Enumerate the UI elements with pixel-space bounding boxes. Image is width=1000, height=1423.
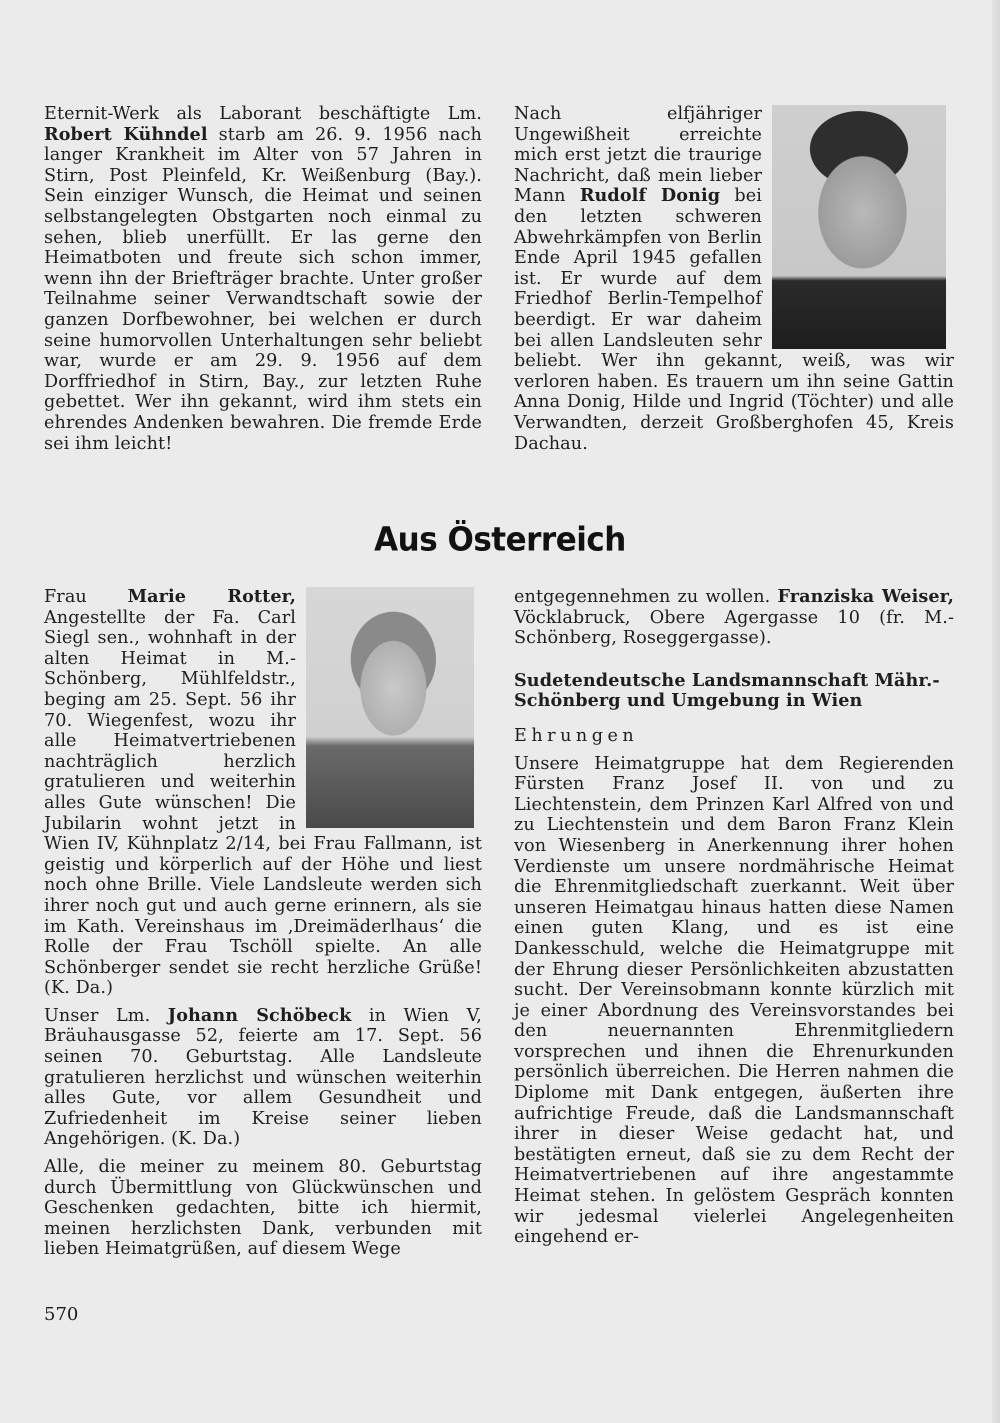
paragraph: Nach elfjähriger Ungewißheit erreichte mich erst jetzt die traurige Nachricht, daß mein lieber Mann Rudolf Donig bei den letzten schweren Abwehrkämpfen von Berlin Ende April 1945 gefallen ist. Er wurde auf dem Friedhof Berlin-Tempelhof beerdigt. Er war daheim bei allen Landsleuten sehr beliebt. Wer ihn gekannt, weiß, was wir verloren haben. Es trauern um ihn seine Gattin Anna Donig, Hilde und Ingrid (Töchter) und alle Verwandten, derzeit Großberghofen 45, Kreis Dachau. xyxy=(514,104,954,454)
austria-news-left xyxy=(44,587,482,1260)
person-name: Franziska Weiser, xyxy=(777,586,954,607)
person-name: Marie Rotter, xyxy=(127,586,296,607)
paragraph: Eternit-Werk als Laborant beschäftigte Lm. Robert Kühndel starb am 26. 9. 1956 nach langer Krankheit im Alter von 57 Jahren in Stirn, Post Pleinfeld, Kr. Weißenburg (Bay.). Sein einziger Wunsch, die Heimat und seinen selbstangelegten Obstgarten noch einmal zu sehen, blieb unerfüllt. Er las gerne den Heimatboten und freute sich schon immer, wenn ihn der Briefträger brachte. Unter großer Teilnahme seiner Verwandtschaft sowie der ganzen Dorfbewohner, bei welchen er durch seine humorvollen Unterhaltungen sehr beliebt war, wurde er am 29. 9. 1956 auf dem Dorffriedhof in Stirn, Bay., zur letzten Ruhe gebettet. Wer ihn gekannt, wird ihm stets ein ehrendes Andenken bewahren. Die fremde Erde sei ihm leicht! xyxy=(44,104,482,454)
section-headline: Aus Österreich xyxy=(374,521,626,559)
paragraph: entgegennehmen zu wollen. Franziska Weiser, Vöcklabruck, Obere Agergasse 10 (fr. M.-Schönberg, Roseggergasse). xyxy=(514,586,954,649)
paragraph: Frau Marie Rotter, Angestellte der Fa. Carl Siegl sen., wohnhaft in der alten Heimat in M.-Schönberg, Mühlfeldstr., beging am 25. Sept. 56 ihr 70. Wiegenfest, wozu ihr alle Heimatvertriebenen nachträglich herzlich gratulieren und weiterhin alles Gute wünschen! Die Jubilarin wohnt jetzt in Wien IV, Kühnplatz 2/14, bei Frau Fallmann, ist geistig und körperlich auf der Höhe und liest noch ohne Brille. Viele Landsleute werden sich ihrer noch gut und auch gerne erinnern, als sie im Kath. Vereinshaus im ‚Dreimäderlhaus‘ die Rolle der Frau Tschöll spielte. An alle Schönberger sendet sie recht herzliche Grüße! (K. Da.) xyxy=(44,586,482,999)
portrait-photo-rudolf-donig xyxy=(772,105,946,349)
paragraph: Unser Lm. Johann Schöbeck in Wien V, Bräuhausgasse 52, feierte am 17. Sept. 56 seinen 70. Geburtstag. Alle Landsleute gratulieren herzlichst und wünschen weiterhin alles Gute, vor allem Gesundheit und Zufriedenheit im Kreise seiner lieben Angehörigen. (K. Da.) xyxy=(44,1004,482,1150)
person-name: Rudolf Donig xyxy=(579,185,721,207)
page-edge-shadow xyxy=(992,0,1000,1423)
portrait-photo-marie-rotter xyxy=(306,587,474,828)
person-name: Robert Kühndel xyxy=(44,123,208,145)
obituary-donig xyxy=(514,104,954,454)
paragraph: Unsere Heimatgruppe hat dem Regierenden Fürsten Franz Josef II. von und zu Liechtenstein, dem Prinzen Karl Alfred von und zu Liechtenstein und dem Baron Franz Klein von Wiesenberg in Anerkennung ihrer hohen Verdienste um unsere nordmährische Heimat die Ehrenmitgliedschaft zuerkannt. Weit über unseren Heimatgau hinaus hatten diese Namen einen guten Klang, und es ist eine Dankesschuld, welche die Heimatgruppe mit der Ehrung dieser Persönlichkeiten abzustatten sucht. Der Vereinsobmann konnte kürzlich mit je einer Abordnung des Vereinsvorstandes bei den neuernannten Ehrenmitgliedern vorsprechen und ihnen die Ehrenurkunden persönlich überreichen. Die Herren nahmen die Diplome mit Dank entgegen, äußerten ihre aufrichtige Freude, daß die Landsmannschaft ihrer in dieser Weise gedacht hat, und bestätigten erneut, daß sie zu dem Recht der Heimatvertriebenen auf ihre angestammte Heimat stehen. In gelöstem Gespräch konnten wir jedesmal vielerlei Angelegenheiten eingehend er- xyxy=(514,753,954,1248)
paragraph: Alle, die meiner zu meinem 80. Geburtstag durch Übermittlung von Glückwünschen und Geschenken gedachten, bitte ich hiermit, meinen herzlichsten Dank, verbunden mit lieben Heimatgrüßen, auf diesem Wege xyxy=(44,1157,482,1260)
article-subheading: Ehrungen xyxy=(514,725,639,746)
austria-news-right xyxy=(514,587,954,1248)
person-name: Johann Schöbeck xyxy=(167,1004,352,1026)
article-heading: Sudetendeutsche Landsmannschaft Mähr.-Schönberg und Umgebung in Wien xyxy=(514,669,940,712)
page-number: 570 xyxy=(44,1304,79,1325)
obituary-kuehndel xyxy=(44,104,482,454)
